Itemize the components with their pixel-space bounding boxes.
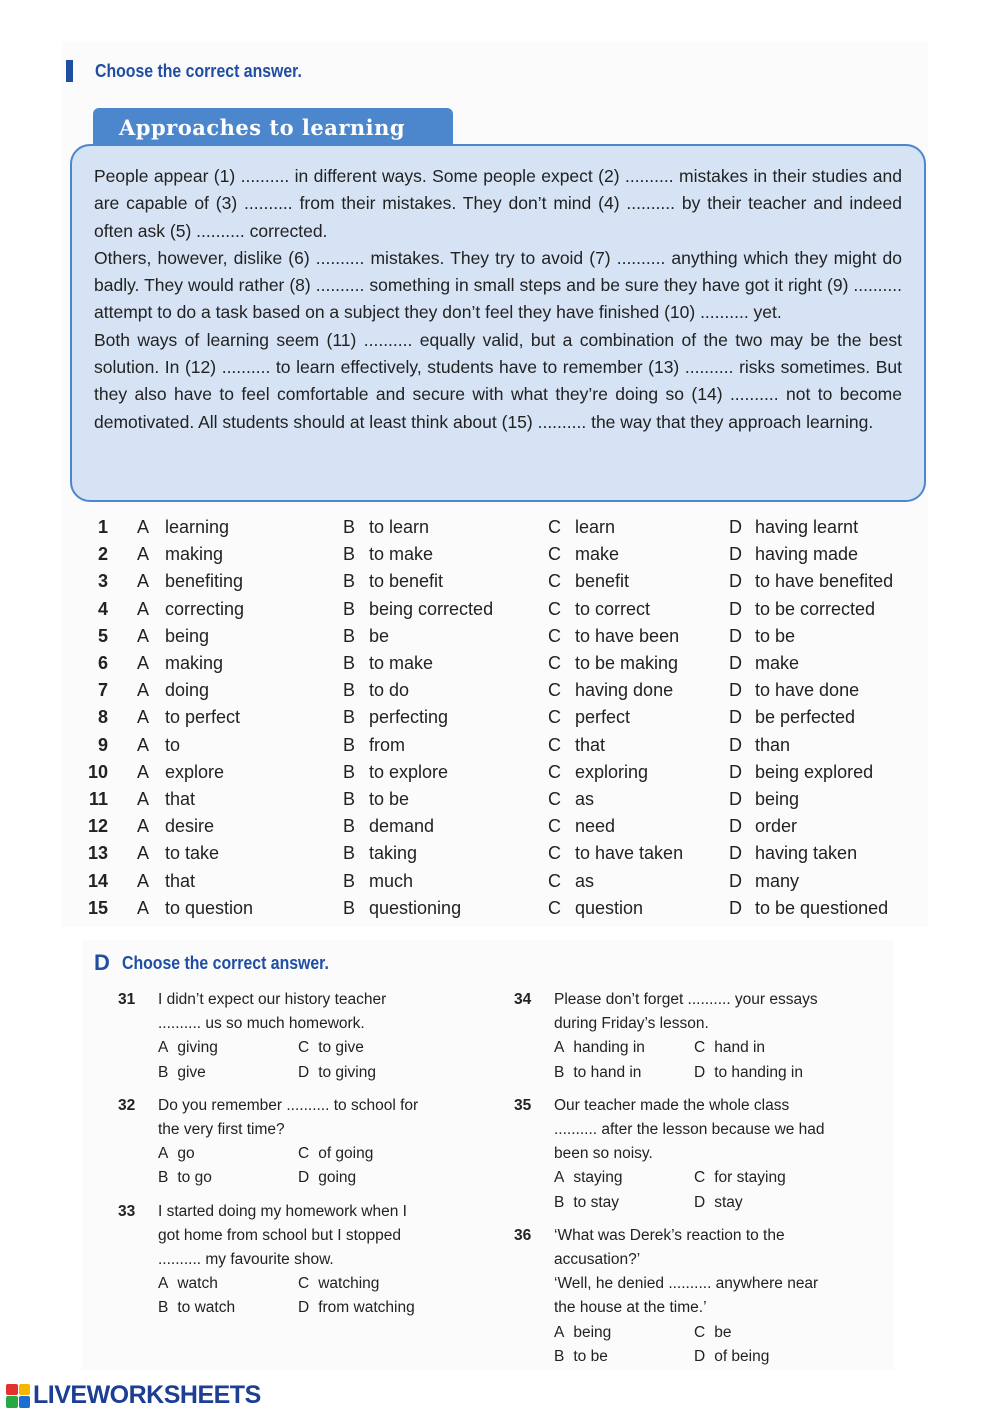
item-text-line: .......... after the lesson because we had — [554, 1121, 825, 1138]
option-letter-d: D — [729, 517, 742, 537]
option-letter-a: A — [137, 761, 150, 782]
answer-option-c[interactable] — [694, 1036, 765, 1060]
option-letter-b: B — [554, 1193, 565, 1211]
liveworksheets-logo[interactable] — [6, 1381, 261, 1410]
option-letter-a: A — [137, 843, 150, 864]
option-text: going — [318, 1169, 357, 1187]
answer-option-b[interactable]: to make — [369, 653, 434, 673]
option-letter-a: A — [554, 1323, 565, 1341]
option-letter-c: C — [548, 870, 561, 891]
question-number: 14 — [87, 870, 108, 891]
option-letter-b: B — [343, 571, 356, 592]
answer-option-b[interactable] — [554, 1061, 641, 1085]
question-row — [70, 680, 930, 707]
option-letter-c: C — [298, 1039, 310, 1057]
answer-option-a[interactable] — [158, 1036, 218, 1060]
option-letter-d: D — [729, 870, 742, 891]
answer-option-b[interactable]: to explore — [369, 761, 449, 782]
question-number: 7 — [97, 680, 108, 701]
question-number: 11 — [88, 789, 108, 809]
answer-option-b[interactable]: to benefit — [369, 571, 444, 592]
item-text-line: during Friday’s lesson. — [554, 1015, 709, 1033]
option-text: for staying — [714, 1169, 786, 1187]
question-number: 6 — [97, 653, 108, 673]
answer-option-c[interactable]: that — [575, 734, 606, 755]
option-text: stay — [714, 1193, 743, 1211]
question-number: 10 — [87, 761, 108, 782]
option-letter-a: A — [158, 1039, 169, 1057]
passage-title-tab: Approaches to learning — [93, 108, 453, 146]
answer-option-a[interactable]: that — [165, 870, 196, 891]
option-text: to watch — [177, 1299, 236, 1317]
item-text-line: Do you remember .......... to school for — [158, 1096, 419, 1114]
answer-option-b[interactable]: to make — [369, 544, 434, 565]
option-letter-a: A — [158, 1275, 169, 1293]
section-marker-bar — [66, 60, 73, 82]
answer-option-c[interactable] — [298, 1272, 379, 1296]
option-letter-a: A — [137, 517, 150, 537]
answer-option-d[interactable] — [298, 1166, 356, 1190]
option-letter-d: D — [729, 598, 742, 619]
option-letter-c: C — [694, 1169, 706, 1187]
logo-text: LIVEWORKSHEETS — [33, 1381, 261, 1409]
answer-option-b[interactable] — [554, 1191, 619, 1215]
answer-option-d[interactable]: to have done — [755, 680, 860, 701]
option-letter-d: D — [729, 843, 742, 864]
question-number: 9 — [97, 734, 108, 755]
item-options — [554, 1321, 854, 1369]
item-text-line: the very first time? — [158, 1121, 285, 1138]
option-text: give — [177, 1063, 206, 1081]
question-number: 2 — [97, 544, 108, 565]
answer-option-a[interactable] — [554, 1166, 622, 1190]
option-letter-a: A — [137, 544, 150, 565]
option-letter-b: B — [343, 544, 356, 565]
question-row — [70, 789, 930, 816]
item-options — [554, 1166, 854, 1214]
answer-option-d[interactable]: than — [755, 734, 791, 755]
option-text: go — [177, 1145, 195, 1163]
answer-option-c[interactable]: question — [575, 897, 644, 918]
item-text-line: ‘What was Derek’s reaction to the — [554, 1226, 785, 1244]
option-letter-b: B — [343, 653, 356, 673]
item-text-line: I started doing my homework when I — [158, 1202, 407, 1220]
option-letter-d: D — [729, 544, 742, 565]
answer-option-a[interactable]: to take — [165, 843, 220, 864]
item-text-line: I didn’t expect our history teacher — [158, 991, 387, 1008]
option-text: to handing in — [714, 1063, 803, 1081]
answer-option-d[interactable]: be perfected — [755, 707, 856, 728]
question-row — [70, 626, 930, 653]
question-row — [70, 571, 930, 598]
answer-option-d[interactable]: order — [755, 816, 798, 837]
item-text-line: Please don’t forget .......... your essays — [554, 991, 818, 1008]
answer-option-d[interactable]: being explored — [755, 761, 874, 782]
section-title: Choose the correct answer. — [121, 952, 329, 973]
answer-option-b[interactable]: to be — [369, 789, 410, 809]
answer-option-b[interactable] — [158, 1166, 212, 1190]
option-letter-c: C — [548, 598, 561, 619]
option-letter-d: D — [729, 816, 742, 837]
option-letter-a: A — [137, 870, 150, 891]
answer-option-d[interactable]: many — [755, 870, 800, 891]
option-letter-c: C — [548, 680, 561, 701]
option-letter-d: D — [694, 1347, 706, 1365]
item-text-line: the house at the time.’ — [554, 1299, 707, 1317]
item-number: 32 — [118, 1096, 136, 1114]
answer-option-b[interactable]: to do — [369, 680, 410, 701]
answer-option-b[interactable]: taking — [369, 843, 418, 864]
answer-option-a[interactable]: benefiting — [165, 571, 244, 592]
option-letter-b: B — [343, 625, 356, 646]
option-letter-d: D — [729, 625, 742, 646]
answer-option-c[interactable]: to have taken — [575, 843, 684, 864]
option-letter-a: A — [137, 653, 150, 673]
answer-option-c[interactable] — [298, 1036, 364, 1060]
exercise-item — [514, 1224, 854, 1369]
answer-option-c[interactable]: exploring — [575, 761, 649, 782]
section-heading-1 — [66, 60, 330, 82]
exercise-item — [514, 1094, 854, 1215]
option-letter-d: D — [729, 653, 742, 673]
answer-option-b[interactable]: demand — [369, 816, 435, 837]
option-text: to hand in — [573, 1063, 642, 1081]
answer-option-b[interactable]: much — [369, 870, 414, 891]
answer-option-d[interactable]: to have benefited — [755, 571, 894, 592]
option-letter-c: C — [548, 653, 561, 673]
answer-option-c[interactable]: make — [575, 544, 620, 565]
option-letter-b: B — [343, 707, 356, 728]
option-text: handing in — [573, 1039, 645, 1057]
option-text: of going — [318, 1145, 374, 1163]
option-letter-b: B — [343, 816, 356, 837]
option-letter-c: C — [548, 571, 561, 592]
answer-option-d[interactable] — [298, 1296, 415, 1320]
question-number: 12 — [87, 816, 108, 837]
answer-option-b[interactable]: to learn — [369, 517, 430, 537]
option-text: to go — [177, 1169, 212, 1187]
answer-option-b[interactable]: from — [369, 734, 405, 755]
option-letter-c: C — [298, 1275, 310, 1293]
option-text: to give — [318, 1039, 364, 1057]
item-text-line: .......... us so much homework. — [158, 1015, 365, 1033]
option-letter-c: C — [548, 789, 561, 809]
option-letter-b: B — [343, 680, 356, 701]
option-text: hand in — [714, 1039, 766, 1057]
answer-option-a[interactable]: that — [165, 789, 196, 809]
answer-option-b[interactable]: being corrected — [369, 598, 494, 619]
passage-paragraph: Others, however, dislike (6) .......... mistakes. They try to avoid (7) .......... anything which they might do badly. They would rather (8) .......... something in small steps and be sure they have got it right (9) .......... attempt to do a task based on a subject they don’t feel they have finished (10) .......... yet. — [94, 247, 902, 323]
option-letter-c: C — [548, 843, 561, 864]
question-row — [70, 517, 930, 544]
item-text-line: Our teacher made the whole class — [554, 1096, 790, 1114]
exercise-item — [514, 988, 854, 1085]
option-letter-d: D — [694, 1193, 706, 1211]
exercise-item — [118, 1200, 458, 1321]
answer-option-b[interactable] — [158, 1061, 206, 1085]
question-row — [70, 871, 930, 898]
item-text-line: been so noisy. — [554, 1145, 653, 1163]
option-letter-c: C — [548, 707, 561, 728]
answer-option-c[interactable]: perfect — [575, 707, 631, 728]
section-letter: D — [94, 950, 110, 975]
option-letter-d: D — [729, 789, 742, 809]
answer-option-d[interactable]: to be corrected — [755, 598, 876, 619]
item-options — [554, 1036, 854, 1084]
option-letter-b: B — [343, 870, 356, 891]
answer-option-c[interactable]: to have been — [575, 625, 680, 646]
answer-option-c[interactable]: benefit — [575, 571, 630, 592]
option-letter-b: B — [158, 1169, 169, 1187]
answer-option-a[interactable]: making — [165, 544, 224, 565]
answer-option-a[interactable]: doing — [165, 680, 210, 701]
section-title: Choose the correct answer. — [95, 60, 302, 81]
answer-option-d[interactable]: being — [755, 789, 800, 809]
option-letter-a: A — [554, 1169, 565, 1187]
option-text: of being — [714, 1347, 770, 1365]
option-letter-a: A — [137, 680, 150, 701]
option-letter-a: A — [137, 816, 150, 837]
option-text: giving — [177, 1039, 218, 1057]
item-text-line: got home from school but I stopped — [158, 1226, 401, 1244]
answer-option-a[interactable]: explore — [165, 761, 225, 782]
option-text: watching — [318, 1275, 380, 1293]
question-row — [70, 735, 930, 762]
option-letter-c: C — [548, 734, 561, 755]
answer-option-b[interactable]: be — [369, 625, 390, 646]
item-text-line: accusation?’ — [554, 1251, 641, 1268]
option-letter-c: C — [548, 816, 561, 837]
answer-option-d[interactable]: make — [755, 653, 800, 673]
answer-option-d[interactable] — [694, 1191, 743, 1215]
answer-option-a[interactable]: making — [165, 653, 224, 673]
passage-paragraph: People appear (1) .......... in different ways. Some people expect (2) .......... mistakes in their studies and are capable of (3) .......... from their mistakes. They don’t mind (4) .......... by their teacher and indeed often ask (5) .......... corrected. — [94, 166, 902, 241]
answer-option-a[interactable]: to question — [165, 897, 254, 918]
section-heading-d — [94, 950, 357, 976]
option-letter-a: A — [554, 1039, 565, 1057]
option-letter-a: A — [137, 625, 150, 646]
item-number: 34 — [514, 991, 532, 1008]
answer-option-d[interactable] — [694, 1345, 769, 1369]
answer-option-a[interactable]: to perfect — [165, 707, 241, 728]
exercise-item — [118, 988, 458, 1085]
item-options — [158, 1036, 458, 1084]
option-text: be — [714, 1323, 732, 1341]
question-row — [70, 707, 930, 734]
option-letter-b: B — [158, 1063, 169, 1081]
option-letter-d: D — [298, 1063, 310, 1081]
answer-option-b[interactable] — [554, 1345, 608, 1369]
option-letter-a: A — [137, 734, 150, 755]
option-text: watch — [177, 1275, 218, 1293]
option-letter-b: B — [343, 517, 356, 537]
exercise-item — [118, 1094, 458, 1191]
question-number: 1 — [97, 517, 108, 537]
answer-option-a[interactable]: correcting — [165, 598, 245, 619]
option-letter-b: B — [343, 843, 356, 864]
option-letter-b: B — [343, 761, 356, 782]
option-text: to be — [573, 1347, 608, 1365]
item-options — [158, 1272, 458, 1320]
option-letter-d: D — [298, 1169, 310, 1187]
option-letter-c: C — [694, 1039, 706, 1057]
answer-option-c[interactable]: need — [575, 816, 616, 837]
option-text: from watching — [318, 1299, 415, 1317]
option-letter-c: C — [298, 1145, 310, 1163]
item-text-line: .......... my favourite show. — [158, 1251, 334, 1268]
answer-option-c[interactable]: as — [575, 870, 595, 891]
answer-option-a[interactable] — [554, 1036, 645, 1060]
option-letter-b: B — [158, 1299, 169, 1317]
option-letter-c: C — [548, 544, 561, 565]
answer-option-a[interactable]: desire — [165, 816, 215, 837]
answer-option-d[interactable]: having taken — [755, 843, 858, 864]
question-number: 13 — [87, 843, 108, 864]
logo-icon — [6, 1384, 30, 1408]
option-letter-a: A — [137, 789, 150, 809]
option-letter-d: D — [298, 1299, 310, 1317]
option-letter-c: C — [694, 1323, 706, 1341]
option-letter-b: B — [343, 598, 356, 619]
passage-box — [70, 144, 926, 502]
answer-option-a[interactable]: to — [165, 734, 181, 755]
question-number: 4 — [97, 598, 108, 619]
option-letter-d: D — [729, 734, 742, 755]
answer-option-a[interactable]: being — [165, 625, 210, 646]
answer-option-d[interactable] — [694, 1061, 803, 1085]
question-row — [70, 762, 930, 789]
answer-option-d[interactable]: to be — [755, 625, 796, 646]
answer-option-c[interactable] — [694, 1166, 786, 1190]
item-options — [158, 1142, 458, 1190]
option-letter-c: C — [548, 517, 561, 537]
answer-option-d[interactable] — [298, 1061, 376, 1085]
answer-option-d[interactable]: having learnt — [755, 517, 859, 537]
option-letter-b: B — [554, 1063, 565, 1081]
question-number: 8 — [97, 707, 108, 728]
option-letter-d: D — [729, 680, 742, 701]
question-row — [70, 898, 930, 925]
answer-option-c[interactable]: learn — [575, 517, 616, 537]
answer-option-c[interactable]: to correct — [575, 598, 651, 619]
option-text: to stay — [573, 1193, 620, 1211]
answer-option-c[interactable] — [298, 1142, 373, 1166]
item-number: 36 — [514, 1226, 532, 1244]
option-letter-a: A — [158, 1145, 169, 1163]
question-row — [70, 599, 930, 626]
option-letter-b: B — [343, 734, 356, 755]
section-d-left-column — [118, 988, 458, 1330]
option-text: being — [573, 1323, 612, 1341]
option-letter-d: D — [694, 1063, 706, 1081]
answer-option-a[interactable] — [158, 1272, 218, 1296]
question-row — [70, 544, 930, 571]
answer-option-c[interactable] — [694, 1321, 731, 1345]
option-letter-b: B — [343, 897, 356, 918]
answer-option-b[interactable] — [158, 1296, 235, 1320]
section-d-right-column — [514, 988, 854, 1378]
option-letter-c: C — [548, 625, 561, 646]
answer-option-c[interactable]: to be making — [575, 653, 679, 673]
option-letter-d: D — [729, 761, 742, 782]
question-number: 5 — [97, 625, 108, 646]
option-letter-a: A — [137, 571, 150, 592]
option-letter-a: A — [137, 707, 150, 728]
option-letter-d: D — [729, 897, 742, 918]
answer-option-c[interactable]: as — [575, 789, 595, 809]
passage-paragraph: Both ways of learning seem (11) .......... equally valid, but a combination of the two may be the best solution. In (12) .......... to learn effectively, students have to remember (13) .......... risks sometimes. But they also have to feel comfortable and secure with what they’re doing so (14) .......... not to become demotivated. All students should at least think about (15) .......... the way that they approach learning. — [94, 329, 902, 432]
option-letter-c: C — [548, 897, 561, 918]
question-number: 15 — [87, 897, 108, 918]
question-number: 3 — [97, 571, 108, 592]
option-letter-d: D — [729, 571, 742, 592]
option-letter-c: C — [548, 761, 561, 782]
question-row — [70, 653, 930, 680]
option-letter-d: D — [729, 707, 742, 728]
answer-option-b[interactable]: questioning — [369, 897, 462, 918]
item-number: 35 — [514, 1096, 532, 1114]
answer-option-a[interactable] — [158, 1142, 195, 1166]
answer-option-b[interactable]: perfecting — [369, 707, 449, 728]
answer-option-d[interactable]: to be questioned — [755, 897, 889, 918]
item-number: 31 — [118, 991, 136, 1008]
item-number: 33 — [118, 1202, 136, 1220]
answer-option-a[interactable] — [554, 1321, 611, 1345]
option-letter-a: A — [137, 598, 150, 619]
option-text: to giving — [318, 1063, 376, 1081]
question-row — [70, 843, 930, 870]
option-text: staying — [573, 1169, 623, 1187]
item-text-line: ‘Well, he denied .......... anywhere near — [554, 1275, 819, 1293]
question-row — [70, 816, 930, 843]
answer-option-a[interactable]: learning — [165, 517, 230, 537]
option-letter-b: B — [554, 1347, 565, 1365]
option-letter-b: B — [343, 789, 356, 809]
option-letter-a: A — [137, 897, 150, 918]
answer-option-c[interactable]: having done — [575, 680, 674, 701]
answer-option-d[interactable]: having made — [755, 544, 859, 565]
